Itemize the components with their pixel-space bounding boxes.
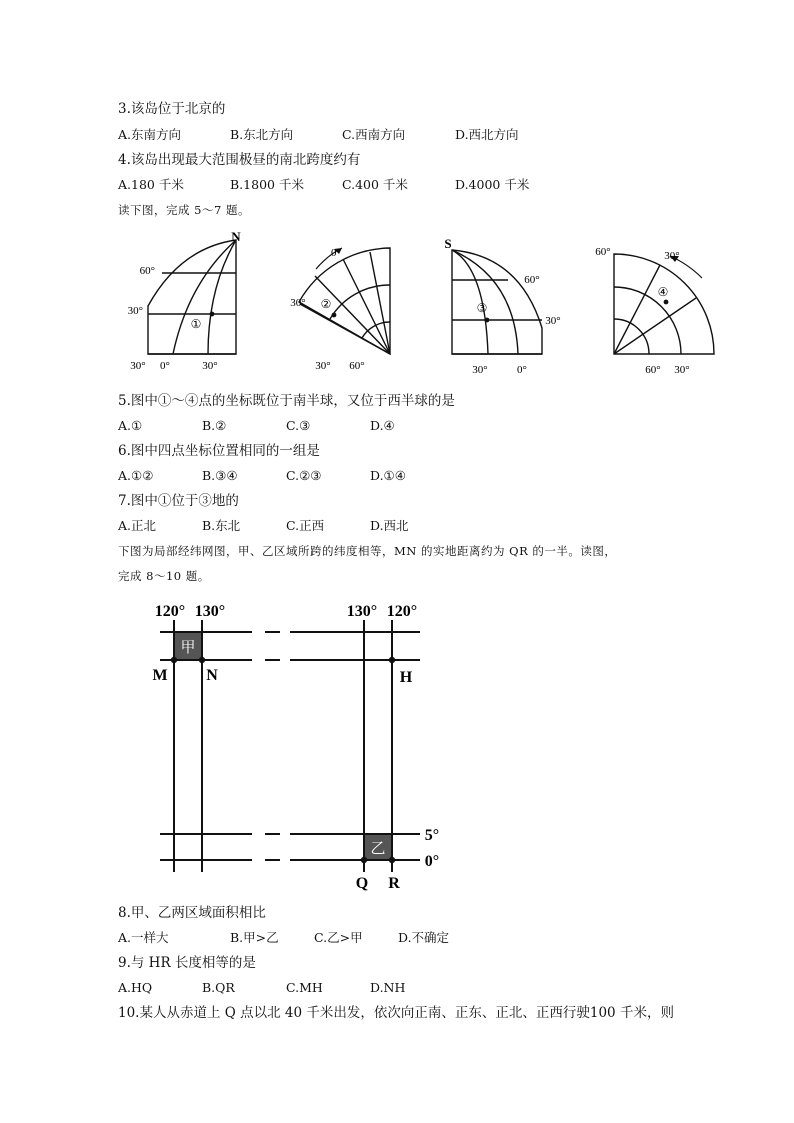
q5-option-c: C.③ bbox=[286, 418, 311, 433]
intro-8-10-line2: 完成 8～10 题。 bbox=[118, 569, 210, 583]
q3-option-c: C.西南方向 bbox=[342, 127, 406, 142]
label-H: H bbox=[399, 669, 413, 686]
lat-0: 0° bbox=[424, 853, 440, 870]
q4-option-d: D.4000 千米 bbox=[455, 177, 530, 192]
lon-120-left: 120° bbox=[154, 603, 186, 620]
d2-left: 30° bbox=[290, 297, 306, 309]
q9-stem: 9.与 HR 长度相等的是 bbox=[118, 955, 256, 971]
d3-point: ③ bbox=[476, 301, 488, 315]
d1-point: ① bbox=[190, 317, 202, 331]
d2-lon-a: 30° bbox=[315, 360, 331, 372]
d1-lon-b: 0° bbox=[160, 360, 170, 372]
q6-option-a: A.①② bbox=[118, 468, 154, 483]
d1-pole: N bbox=[231, 229, 241, 244]
q7-option-a: A.正北 bbox=[118, 518, 157, 533]
d1-lat30: 30° bbox=[127, 305, 143, 317]
d3-lon-b: 0° bbox=[517, 364, 527, 376]
figure-graticule-quadrants bbox=[110, 228, 730, 380]
diagram-2 bbox=[299, 248, 390, 354]
q5-option-a: A.① bbox=[118, 418, 143, 433]
lat-5: 5° bbox=[424, 827, 440, 844]
q9-option-b: B.QR bbox=[202, 980, 235, 995]
diagram-3 bbox=[452, 250, 542, 354]
label-N: N bbox=[206, 667, 218, 684]
label-Q: Q bbox=[355, 875, 369, 892]
d4-top: 30° bbox=[664, 250, 680, 262]
lon-130-right: 130° bbox=[346, 603, 378, 620]
d4-lon-b: 30° bbox=[674, 364, 690, 376]
d1-lat60: 60° bbox=[139, 265, 155, 277]
q7-option-d: D.西北 bbox=[370, 518, 409, 533]
region-a-label: 甲 bbox=[180, 640, 196, 656]
q4-option-c: C.400 千米 bbox=[342, 177, 408, 192]
q9-option-a: A.HQ bbox=[118, 980, 153, 995]
label-M: M bbox=[152, 667, 168, 684]
q8-option-b: B.甲>乙 bbox=[230, 930, 279, 945]
d1-lon-a: 30° bbox=[130, 360, 146, 372]
d4-lon-a: 60° bbox=[645, 364, 661, 376]
q8-option-a: A.一样大 bbox=[118, 930, 169, 945]
intro-5-7: 读下图，完成 5～7 题。 bbox=[118, 203, 250, 217]
d3-pole: S bbox=[444, 236, 452, 251]
q9-option-d: D.NH bbox=[370, 980, 406, 995]
q5-option-d: D.④ bbox=[370, 418, 395, 433]
q9-option-c: C.MH bbox=[286, 980, 323, 995]
intro-8-10-line1: 下图为局部经纬网图，甲、乙区域所跨的纬度相等，MN 的实地距离约为 QR 的一半。读图， bbox=[118, 544, 617, 558]
q5-option-b: B.② bbox=[202, 418, 227, 433]
q6-stem: 6.图中四点坐标位置相同的一组是 bbox=[118, 443, 320, 459]
q7-stem: 7.图中①位于③地的 bbox=[118, 493, 239, 509]
q3-option-b: B.东北方向 bbox=[230, 127, 294, 142]
q8-option-c: C.乙>甲 bbox=[314, 930, 363, 945]
d2-point: ② bbox=[320, 297, 332, 311]
d4-point: ④ bbox=[657, 285, 669, 299]
d1-lon-c: 30° bbox=[202, 360, 218, 372]
figure-partial-graticule bbox=[140, 596, 460, 896]
q7-option-b: B.东北 bbox=[202, 518, 241, 533]
lon-130-left: 130° bbox=[194, 603, 226, 620]
d4-top-left: 60° bbox=[595, 246, 611, 258]
q8-option-d: D.不确定 bbox=[398, 930, 450, 945]
q6-option-d: D.①④ bbox=[370, 468, 406, 483]
q7-option-c: C.正西 bbox=[286, 518, 325, 533]
q3-stem: 3.该岛位于北京的 bbox=[118, 101, 226, 117]
diagram-4 bbox=[614, 254, 714, 354]
d3-lon-a: 30° bbox=[472, 364, 488, 376]
q8-stem: 8.甲、乙两区域面积相比 bbox=[118, 905, 266, 921]
diagram-1 bbox=[148, 240, 236, 354]
q6-option-c: C.②③ bbox=[286, 468, 322, 483]
q3-option-a: A.东南方向 bbox=[118, 127, 182, 142]
q4-option-a: A.180 千米 bbox=[118, 177, 184, 192]
q10-stem: 10.某人从赤道上 Q 点以北 40 千米出发，依次向正南、正东、正北、正西行驶100 千米，则 bbox=[118, 1005, 674, 1021]
q3-option-d: D.西北方向 bbox=[455, 127, 519, 142]
q4-stem: 4.该岛出现最大范围极昼的南北跨度约有 bbox=[118, 152, 361, 168]
lon-120-right: 120° bbox=[386, 603, 418, 620]
d3-lat30: 30° bbox=[545, 315, 561, 327]
d2-lon-b: 60° bbox=[349, 360, 365, 372]
label-R: R bbox=[388, 875, 400, 892]
d3-lat60: 60° bbox=[524, 274, 540, 286]
region-b-label: 乙 bbox=[370, 841, 386, 857]
q6-option-b: B.③④ bbox=[202, 468, 238, 483]
d2-top: 0° bbox=[331, 247, 341, 259]
q5-stem: 5.图中①～④点的坐标既位于南半球，又位于西半球的是 bbox=[118, 393, 455, 409]
q4-option-b: B.1800 千米 bbox=[230, 177, 304, 192]
